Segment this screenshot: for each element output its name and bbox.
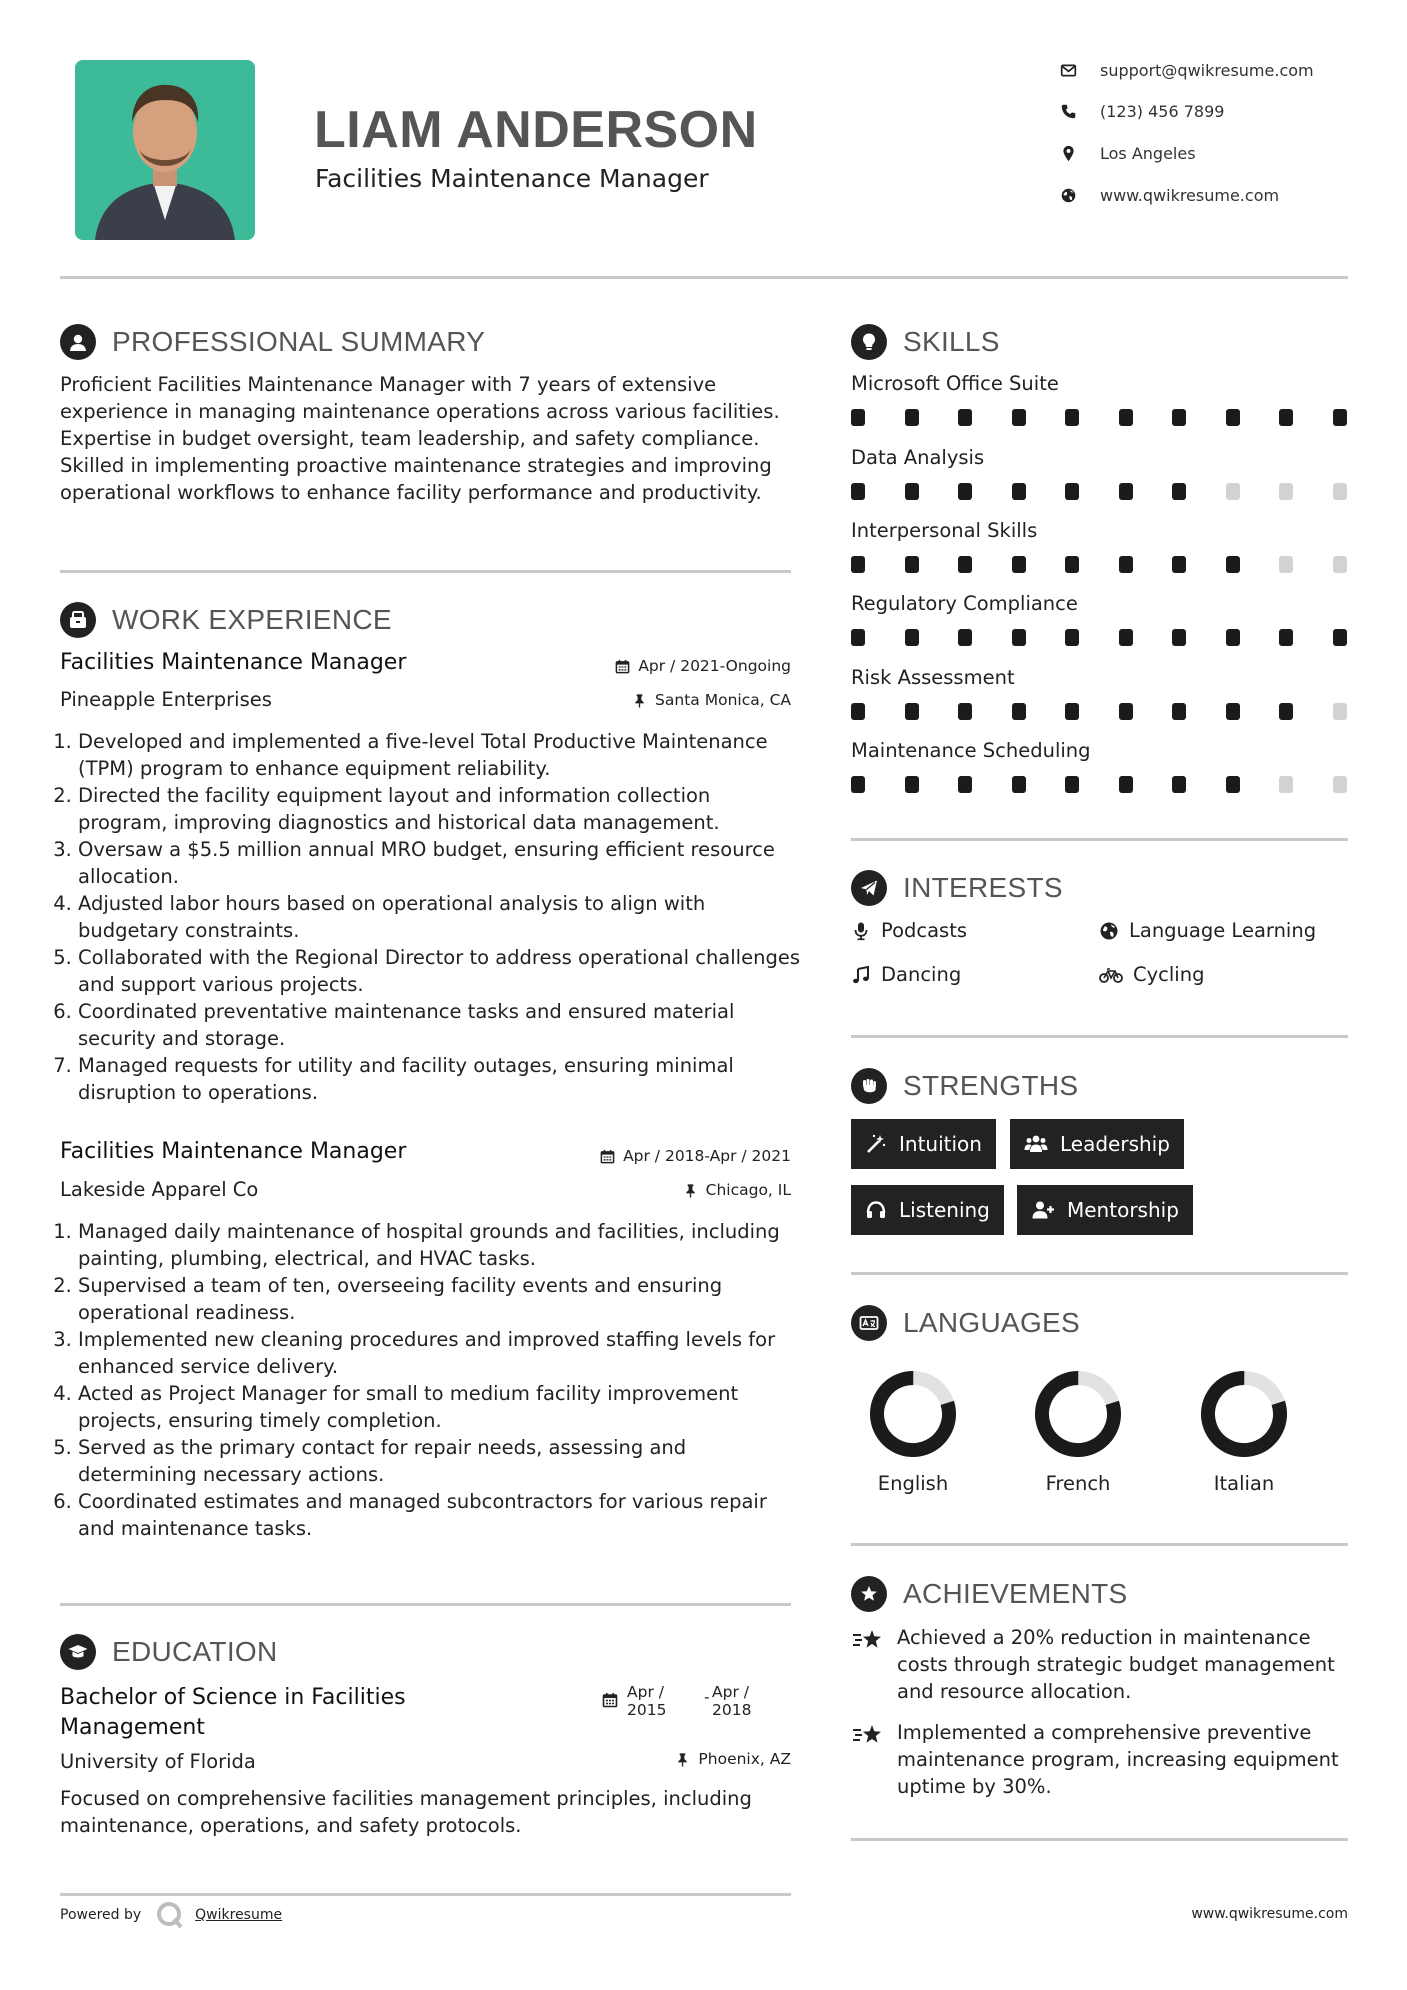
education-date-dash: -	[704, 1688, 710, 1706]
rating-dot-filled	[1172, 629, 1186, 646]
interest-label: Podcasts	[881, 919, 968, 942]
language-ring	[1196, 1366, 1292, 1462]
rating-dot-empty	[1226, 483, 1240, 500]
language-name: French	[1045, 1472, 1111, 1495]
rating-dot-filled	[1226, 556, 1240, 573]
start-date-line-1: Apr /	[627, 1683, 664, 1701]
rating-dot-filled	[905, 409, 919, 426]
language-ring-chart	[1030, 1366, 1126, 1462]
rating-dot-filled	[1333, 409, 1347, 426]
footer-url[interactable]: www.qwikresume.com	[1191, 1906, 1348, 1922]
rating-dot-filled	[905, 776, 919, 793]
contact-location-text: Los Angeles	[1100, 143, 1196, 163]
rating-dot-empty	[1333, 776, 1347, 793]
rating-dot-empty	[1279, 483, 1293, 500]
rating-dot-filled	[958, 629, 972, 646]
rating-dot-filled	[1065, 556, 1079, 573]
education-end-date	[712, 1683, 751, 1719]
rating-dot-filled	[905, 629, 919, 646]
skill-rating	[851, 775, 1347, 793]
rating-dot-filled	[1279, 629, 1293, 646]
interests-heading: INTERESTS	[903, 872, 1063, 903]
calendar-icon	[602, 1692, 618, 1712]
rating-dot-filled	[958, 483, 972, 500]
pushpin-icon	[632, 693, 647, 708]
rating-dot-filled	[1172, 483, 1186, 500]
bicycle-icon	[1099, 965, 1123, 985]
list-item: 6. Coordinated preventative maintenance tasks and ensured material security and storage.	[78, 998, 800, 1052]
experience-heading: WORK EXPERIENCE	[112, 604, 392, 635]
candidate-title: Facilities Maintenance Manager	[315, 164, 709, 193]
list-item: 2. Directed the facility equipment layout and information collection program, improving diagnostics and historical data management.	[78, 782, 800, 836]
skill-rating	[851, 408, 1347, 426]
rating-dot-filled	[1172, 776, 1186, 793]
rating-dot-filled	[1226, 629, 1240, 646]
contact-website-text: www.qwikresume.com	[1100, 185, 1280, 205]
rating-dot-filled	[958, 703, 972, 720]
summary-text: Proficient Facilities Maintenance Manager with 7 years of extensive experience in managing maintenance operations across various facilities. Expertise in budget oversight, team leadership, and safety compliance. Skilled in implementing proactive maintenance strategies and improving operational workflows to enhance facility performance and productivity.	[60, 373, 780, 504]
skill-rating	[851, 628, 1347, 646]
rating-dot-filled	[851, 776, 865, 793]
calendar-icon	[600, 1149, 615, 1164]
achievement-text: Achieved a 20% reduction in maintenance costs through strategic budget management and resource allocation.	[897, 1626, 1335, 1703]
rating-dot-filled	[1012, 776, 1026, 793]
skills-section-heading	[851, 322, 1000, 362]
strength-chip	[1010, 1119, 1184, 1169]
list-item: 5. Served as the primary contact for repair needs, assessing and determining necessary actions.	[78, 1434, 800, 1488]
shooting-star-icon	[851, 1626, 885, 1656]
job-2-title: Facilities Maintenance Manager	[60, 1139, 407, 1164]
rating-dot-filled	[1119, 556, 1133, 573]
contact-phone-text: (123) 456 7899	[1100, 101, 1225, 121]
summary-heading: PROFESSIONAL SUMMARY	[112, 326, 486, 357]
list-item: 2. Supervised a team of ten, overseeing facility events and ensuring operational readiness.	[78, 1272, 800, 1326]
rating-dot-filled	[1119, 409, 1133, 426]
start-date-line-2: 2015	[627, 1701, 667, 1719]
fist-icon	[851, 1068, 887, 1104]
phone-icon	[1060, 103, 1100, 120]
music-icon	[851, 965, 871, 985]
rating-dot-filled	[1012, 409, 1026, 426]
rating-dot-filled	[1279, 703, 1293, 720]
rating-dot-filled	[851, 409, 865, 426]
job-1-dates-text: Apr / 2021-Ongoing	[638, 657, 791, 675]
languages-divider	[851, 1543, 1348, 1546]
language-ring-chart	[1196, 1366, 1292, 1462]
strength-label: Listening	[899, 1198, 990, 1222]
graduation-cap-icon	[60, 1634, 96, 1670]
interest-label: Cycling	[1133, 963, 1205, 986]
candidate-name: LIAM ANDERSON	[314, 101, 758, 159]
rating-dot-filled	[905, 483, 919, 500]
brand-link[interactable]: Qwikresume	[195, 1907, 283, 1923]
job-2-location	[540, 1181, 791, 1199]
job-2-dates-text: Apr / 2018-Apr / 2021	[623, 1147, 791, 1165]
skill-rating	[851, 702, 1347, 720]
skill-rating	[851, 482, 1347, 500]
ring-progress	[868, 1369, 959, 1460]
rating-dot-filled	[851, 629, 865, 646]
strengths-divider	[851, 1272, 1348, 1275]
powered-by	[60, 1900, 282, 1930]
lightbulb-icon	[851, 324, 887, 360]
rating-dot-empty	[1333, 703, 1347, 720]
rating-dot-filled	[1119, 776, 1133, 793]
interest-item	[1099, 963, 1204, 986]
job-2-location-text: Chicago, IL	[705, 1181, 791, 1199]
list-item: 7. Managed requests for utility and facility outages, ensuring minimal disruption to operations.	[78, 1052, 800, 1106]
list-item: 5. Collaborated with the Regional Director to address operational challenges and support various projects.	[78, 944, 800, 998]
experience-section-heading	[60, 600, 392, 640]
magic-wand-icon	[865, 1133, 887, 1155]
job-2-bullets	[60, 1218, 800, 1542]
education-location	[540, 1750, 791, 1768]
rating-dot-filled	[958, 776, 972, 793]
rating-dot-filled	[1012, 703, 1026, 720]
user-plus-icon	[1031, 1199, 1055, 1221]
skill-rating	[851, 555, 1347, 573]
skill-name: Interpersonal Skills	[851, 519, 1038, 542]
interests-section-heading	[851, 868, 1063, 908]
languages-heading: LANGUAGES	[903, 1307, 1080, 1338]
skills-divider	[851, 838, 1348, 841]
rating-dot-filled	[1065, 409, 1079, 426]
rating-dot-filled	[1226, 703, 1240, 720]
achievement-item	[851, 1624, 1348, 1705]
header-divider	[60, 276, 1348, 279]
degree-line-1: Bachelor of Science in Facilities	[60, 1685, 406, 1710]
achievement-item	[851, 1719, 1348, 1800]
summary-section-heading	[60, 322, 485, 362]
education-section-heading	[60, 1632, 278, 1672]
summary-divider	[60, 570, 791, 573]
job-1-location-text: Santa Monica, CA	[655, 691, 791, 709]
skill-name: Maintenance Scheduling	[851, 739, 1091, 762]
language-name: Italian	[1213, 1472, 1275, 1495]
ring-progress	[1033, 1369, 1124, 1460]
job-1-title: Facilities Maintenance Manager	[60, 650, 407, 675]
interest-item	[851, 963, 961, 986]
headphones-icon	[865, 1199, 887, 1221]
pushpin-icon	[675, 1752, 690, 1767]
rating-dot-empty	[1279, 776, 1293, 793]
interest-item	[851, 919, 967, 942]
list-item: 3. Implemented new cleaning procedures and improved staffing levels for enhanced service delivery.	[78, 1326, 800, 1380]
briefcase-icon	[60, 602, 96, 638]
globe-icon	[1060, 187, 1100, 204]
rating-dot-filled	[1119, 703, 1133, 720]
end-date-line-1: Apr /	[712, 1683, 749, 1701]
achievements-section-heading	[851, 1574, 1128, 1614]
education-divider	[60, 1893, 791, 1896]
achievements-divider	[851, 1838, 1348, 1841]
education-location-text: Phoenix, AZ	[698, 1750, 791, 1768]
rating-dot-filled	[1226, 776, 1240, 793]
paper-plane-icon	[851, 870, 887, 906]
ring-progress	[1199, 1369, 1290, 1460]
education-start-date	[627, 1683, 666, 1719]
pushpin-icon	[683, 1183, 698, 1198]
strength-chip	[1017, 1185, 1193, 1235]
language-ring	[1030, 1366, 1126, 1462]
rating-dot-filled	[1119, 483, 1133, 500]
strength-label: Intuition	[899, 1132, 982, 1156]
user-icon	[60, 324, 96, 360]
languages-section-heading	[851, 1303, 1080, 1343]
job-2-dates	[540, 1147, 791, 1165]
skill-name: Microsoft Office Suite	[851, 372, 1059, 395]
job-1-location	[540, 691, 791, 709]
job-1-bullets	[60, 728, 800, 1106]
language-name: English	[877, 1472, 949, 1495]
shooting-star-icon	[851, 1721, 885, 1751]
job-1-company: Pineapple Enterprises	[60, 688, 272, 711]
envelope-icon	[1060, 62, 1100, 79]
list-item: 1. Managed daily maintenance of hospital grounds and facilities, including painting, plumbing, electrical, and HVAC tasks.	[78, 1218, 800, 1272]
job-2-company: Lakeside Apparel Co	[60, 1178, 259, 1201]
education-degree	[60, 1683, 406, 1743]
skills-heading: SKILLS	[903, 326, 1000, 357]
rating-dot-filled	[958, 409, 972, 426]
rating-dot-filled	[905, 556, 919, 573]
language-ring-chart	[865, 1366, 961, 1462]
education-school: University of Florida	[60, 1750, 256, 1773]
achievements-heading: ACHIEVEMENTS	[903, 1578, 1128, 1609]
education-heading: EDUCATION	[112, 1636, 278, 1667]
rating-dot-filled	[1119, 629, 1133, 646]
list-item: 3. Oversaw a $5.5 million annual MRO budget, ensuring efficient resource allocation.	[78, 836, 800, 890]
rating-dot-filled	[1172, 409, 1186, 426]
job-1-dates	[540, 657, 791, 675]
rating-dot-filled	[1226, 409, 1240, 426]
list-item: 4. Acted as Project Manager for small to medium facility improvement projects, ensuring timely completion.	[78, 1380, 800, 1434]
rating-dot-empty	[1333, 556, 1347, 573]
experience-divider	[60, 1603, 791, 1606]
rating-dot-filled	[1012, 483, 1026, 500]
rating-dot-filled	[905, 703, 919, 720]
rating-dot-filled	[851, 556, 865, 573]
users-icon	[1024, 1133, 1048, 1155]
contact-website[interactable]	[1060, 183, 1360, 207]
rating-dot-filled	[1065, 483, 1079, 500]
skill-name: Regulatory Compliance	[851, 592, 1078, 615]
contact-location	[1060, 141, 1360, 165]
strength-label: Mentorship	[1067, 1198, 1179, 1222]
degree-line-2: Management	[60, 1715, 205, 1740]
star-badge-icon	[851, 1576, 887, 1612]
education-description: Focused on comprehensive facilities management principles, including maintenance, operations, and safety protocols.	[60, 1787, 752, 1837]
rating-dot-filled	[1172, 556, 1186, 573]
strengths-heading: STRENGTHS	[903, 1070, 1079, 1101]
powered-by-label: Powered by	[60, 1907, 142, 1923]
strength-label: Leadership	[1060, 1132, 1170, 1156]
list-item: 1. Developed and implemented a five-level Total Productive Maintenance (TPM) program to enhance equipment reliability.	[78, 728, 800, 782]
rating-dot-filled	[1012, 556, 1026, 573]
rating-dot-filled	[851, 703, 865, 720]
list-item: 4. Adjusted labor hours based on operational analysis to align with budgetary constraints.	[78, 890, 800, 944]
strength-chip	[851, 1185, 1004, 1235]
skill-name: Data Analysis	[851, 446, 985, 469]
interest-label: Language Learning	[1129, 919, 1317, 942]
avatar	[75, 60, 255, 240]
rating-dot-filled	[851, 483, 865, 500]
rating-dot-filled	[1065, 629, 1079, 646]
rating-dot-filled	[1172, 703, 1186, 720]
microphone-icon	[851, 921, 871, 941]
language-icon	[851, 1305, 887, 1341]
contact-email-text: support@qwikresume.com	[1100, 60, 1314, 80]
globe-icon	[1099, 921, 1119, 941]
interest-label: Dancing	[881, 963, 962, 986]
end-date-line-2: 2018	[712, 1701, 752, 1719]
rating-dot-filled	[1279, 409, 1293, 426]
language-ring	[865, 1366, 961, 1462]
skill-name: Risk Assessment	[851, 666, 1015, 689]
profile-photo	[75, 60, 255, 240]
contact-email[interactable]	[1060, 58, 1360, 82]
rating-dot-filled	[1333, 629, 1347, 646]
contact-phone[interactable]	[1060, 99, 1360, 123]
rating-dot-filled	[1065, 703, 1079, 720]
calendar-icon	[615, 659, 630, 674]
interests-divider	[851, 1035, 1348, 1038]
rating-dot-filled	[1012, 629, 1026, 646]
list-item: 6. Coordinated estimates and managed subcontractors for various repair and maintenance tasks.	[78, 1488, 800, 1542]
achievement-text: Implemented a comprehensive preventive maintenance program, increasing equipment uptime by 30%.	[897, 1721, 1339, 1798]
strengths-section-heading	[851, 1066, 1078, 1106]
interest-item	[1099, 919, 1316, 942]
rating-dot-empty	[1333, 483, 1347, 500]
strength-chip	[851, 1119, 996, 1169]
rating-dot-filled	[1065, 776, 1079, 793]
rating-dot-empty	[1279, 556, 1293, 573]
qwikresume-logo-icon	[155, 1900, 185, 1930]
map-pin-icon	[1060, 145, 1100, 162]
rating-dot-filled	[958, 556, 972, 573]
